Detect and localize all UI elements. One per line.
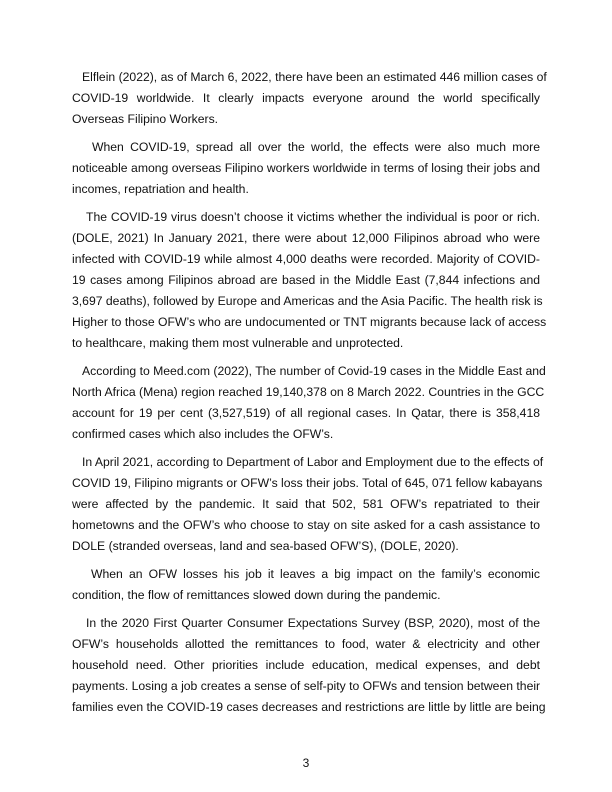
paragraph bbox=[72, 613, 546, 718]
text-line: (DOLE, 2021) In January 2021, there were about 12,000 Filipinos abroad who were bbox=[72, 231, 540, 245]
text-line: payments. Losing a job creates a sense of self-pity to OFWs and tension between their bbox=[72, 679, 541, 693]
paragraph bbox=[72, 361, 546, 445]
document-body bbox=[72, 67, 547, 725]
text-line: OFW’s households allotted the remittances to food, water & electricity and other bbox=[72, 637, 540, 651]
text-line: In April 2021, according to Department of Labor and Employment due to the effects of bbox=[82, 455, 544, 469]
text-line: were affected by the pandemic. It said that 502, 581 OFW’s repatriated to their bbox=[72, 497, 540, 511]
text-line: confirmed cases which also includes the OFW’s. bbox=[72, 427, 334, 441]
text-line: When COVID-19, spread all over the world, the effects were also much more bbox=[92, 140, 540, 154]
text-line: Elflein (2022), as of March 6, 2022, there have been an estimated 446 million cases of bbox=[82, 70, 547, 84]
text-line: In the 2020 First Quarter Consumer Expectations Survey (BSP, 2020), most of the bbox=[86, 616, 540, 630]
text-line: to healthcare, making them most vulnerable and unprotected. bbox=[72, 336, 404, 350]
text-line: Overseas Filipino Workers. bbox=[72, 112, 219, 126]
text-line: The COVID-19 virus doesn’t choose it victims whether the individual is poor or rich. bbox=[86, 210, 540, 224]
text-line: hometowns and the OFW’s who choose to stay on site asked for a cash assistance to bbox=[72, 518, 540, 532]
text-line: condition, the flow of remittances slowed down during the pandemic. bbox=[72, 588, 441, 602]
text-line: DOLE (stranded overseas, land and sea-based OFW’S), (DOLE, 2020). bbox=[72, 539, 459, 553]
text-line: noticeable among overseas Filipino workers worldwide in terms of losing their jobs and bbox=[72, 161, 540, 175]
text-line: account for 19 per cent (3,527,519) of all regional cases. In Qatar, there is 358,418 bbox=[72, 406, 540, 420]
paragraph bbox=[72, 207, 547, 354]
text-line: 19 cases among Filipinos abroad are based in the Middle East (7,844 infections and bbox=[72, 273, 540, 287]
text-line: COVID-19 worldwide. It clearly impacts everyone around the world specifically bbox=[72, 91, 540, 105]
text-line: North Africa (Mena) region reached 19,140,378 on 8 March 2022. Countries in the GCC bbox=[72, 385, 545, 399]
text-line: incomes, repatriation and health. bbox=[72, 182, 249, 196]
text-line: COVID 19, Filipino migrants or OFW’s loss their jobs. Total of 645, 071 fellow kabayans bbox=[72, 476, 543, 490]
text-line: Higher to those OFW’s who are undocumented or TNT migrants because lack of access bbox=[72, 315, 547, 329]
paragraph bbox=[72, 137, 540, 200]
paragraph bbox=[72, 564, 540, 606]
paragraph bbox=[72, 67, 547, 130]
text-line: families even the COVID-19 cases decreases and restrictions are little by little are being bbox=[72, 700, 546, 714]
text-line: household need. Other priorities include education, medical expenses, and debt bbox=[72, 658, 540, 672]
text-line: According to Meed.com (2022), The number of Covid-19 cases in the Middle East and bbox=[82, 364, 546, 378]
text-line: infected with COVID-19 while almost 4,000 deaths were recorded. Majority of COVID- bbox=[72, 252, 540, 266]
text-line: When an OFW losses his job it leaves a big impact on the family’s economic bbox=[91, 567, 540, 581]
text-line: 3,697 deaths), followed by Europe and Americas and the Asia Pacific. The health risk is bbox=[72, 294, 543, 308]
paragraph bbox=[72, 452, 544, 557]
page-number: 3 bbox=[302, 756, 310, 770]
